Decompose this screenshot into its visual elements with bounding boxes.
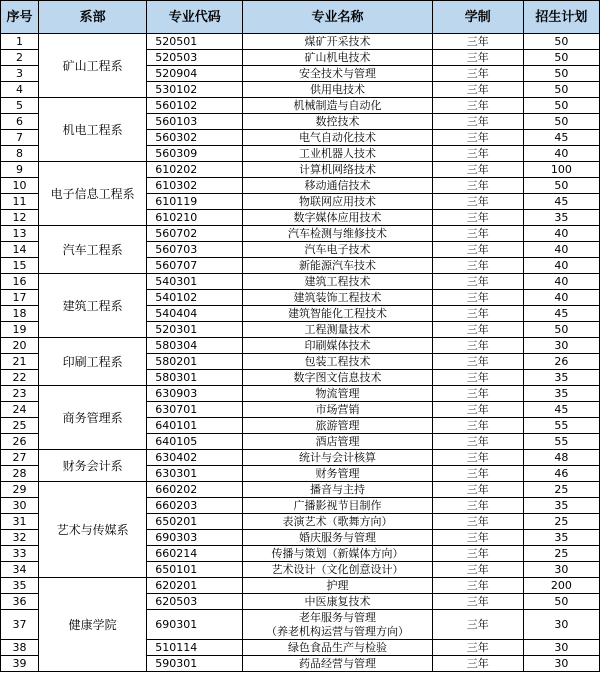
cell-department: 财务会计系: [39, 450, 147, 482]
cell-no: 23: [1, 386, 39, 402]
cell-plan: 35: [523, 498, 599, 514]
cell-system: 三年: [432, 66, 523, 82]
table-body: [1, 34, 600, 672]
cell-no: 13: [1, 226, 39, 242]
cell-plan: 50: [523, 66, 599, 82]
cell-system: 三年: [432, 498, 523, 514]
cell-system: 三年: [432, 562, 523, 578]
cell-no: 29: [1, 482, 39, 498]
header-code: 专业代码: [147, 1, 243, 34]
cell-system: 三年: [432, 258, 523, 274]
table-row: [1, 98, 600, 114]
cell-major: 艺术设计（文化创意设计）: [243, 562, 432, 578]
cell-code: 630402: [147, 450, 243, 466]
cell-department: 机电工程系: [39, 98, 147, 162]
cell-major: 煤矿开采技术: [243, 34, 432, 50]
cell-plan: 50: [523, 594, 599, 610]
cell-system: 三年: [432, 322, 523, 338]
cell-plan: 25: [523, 482, 599, 498]
cell-major: 工程测量技术: [243, 322, 432, 338]
table-row: [1, 226, 600, 242]
cell-plan: 40: [523, 274, 599, 290]
cell-code: 560103: [147, 114, 243, 130]
cell-plan: 45: [523, 402, 599, 418]
cell-major: 市场营销: [243, 402, 432, 418]
cell-major: 传播与策划（新媒体方向）: [243, 546, 432, 562]
cell-no: 8: [1, 146, 39, 162]
cell-system: 三年: [432, 386, 523, 402]
cell-code: 520503: [147, 50, 243, 66]
cell-major: 电气自动化技术: [243, 130, 432, 146]
cell-plan: 50: [523, 178, 599, 194]
header-plan: 招生计划: [523, 1, 599, 34]
cell-no: 21: [1, 354, 39, 370]
cell-major: 统计与会计核算: [243, 450, 432, 466]
cell-major: 汽车电子技术: [243, 242, 432, 258]
cell-plan: 40: [523, 258, 599, 274]
cell-department: 印刷工程系: [39, 338, 147, 386]
cell-code: 580304: [147, 338, 243, 354]
cell-no: 12: [1, 210, 39, 226]
cell-major: 计算机网络技术: [243, 162, 432, 178]
cell-no: 1: [1, 34, 39, 50]
cell-department: 艺术与传媒系: [39, 482, 147, 578]
cell-plan: 48: [523, 450, 599, 466]
header-major: 专业名称: [243, 1, 432, 34]
cell-plan: 45: [523, 306, 599, 322]
cell-department: 健康学院: [39, 578, 147, 672]
table-row: [1, 482, 600, 498]
cell-system: 三年: [432, 482, 523, 498]
cell-no: 2: [1, 50, 39, 66]
cell-major: 旅游管理: [243, 418, 432, 434]
cell-plan: 40: [523, 226, 599, 242]
table-row: [1, 274, 600, 290]
cell-code: 560707: [147, 258, 243, 274]
cell-major: 中医康复技术: [243, 594, 432, 610]
cell-major: 老年服务与管理 （养老机构运营与管理方向）: [243, 610, 432, 640]
cell-system: 三年: [432, 338, 523, 354]
cell-plan: 30: [523, 610, 599, 640]
cell-system: 三年: [432, 146, 523, 162]
cell-major: 矿山机电技术: [243, 50, 432, 66]
cell-system: 三年: [432, 178, 523, 194]
cell-plan: 30: [523, 640, 599, 656]
cell-code: 560703: [147, 242, 243, 258]
cell-system: 三年: [432, 130, 523, 146]
cell-major: 供用电技术: [243, 82, 432, 98]
cell-major: 护理: [243, 578, 432, 594]
cell-no: 28: [1, 466, 39, 482]
cell-major: 物联网应用技术: [243, 194, 432, 210]
cell-code: 520501: [147, 34, 243, 50]
cell-code: 580201: [147, 354, 243, 370]
cell-department: 电子信息工程系: [39, 162, 147, 226]
cell-no: 25: [1, 418, 39, 434]
cell-no: 3: [1, 66, 39, 82]
cell-major: 建筑装饰工程技术: [243, 290, 432, 306]
cell-code: 610119: [147, 194, 243, 210]
cell-code: 620503: [147, 594, 243, 610]
cell-code: 580301: [147, 370, 243, 386]
cell-plan: 55: [523, 418, 599, 434]
cell-no: 6: [1, 114, 39, 130]
cell-major: 移动通信技术: [243, 178, 432, 194]
cell-plan: 40: [523, 146, 599, 162]
cell-code: 610210: [147, 210, 243, 226]
cell-major: 财务管理: [243, 466, 432, 482]
header-department: 系部: [39, 1, 147, 34]
cell-no: 19: [1, 322, 39, 338]
cell-major: 印刷媒体技术: [243, 338, 432, 354]
cell-no: 10: [1, 178, 39, 194]
cell-major: 包装工程技术: [243, 354, 432, 370]
cell-code: 540102: [147, 290, 243, 306]
cell-no: 33: [1, 546, 39, 562]
cell-system: 三年: [432, 34, 523, 50]
cell-no: 17: [1, 290, 39, 306]
cell-code: 560309: [147, 146, 243, 162]
cell-system: 三年: [432, 162, 523, 178]
cell-major: 机械制造与自动化: [243, 98, 432, 114]
cell-no: 7: [1, 130, 39, 146]
header-system: 学制: [432, 1, 523, 34]
cell-system: 三年: [432, 82, 523, 98]
cell-plan: 100: [523, 162, 599, 178]
cell-plan: 50: [523, 34, 599, 50]
cell-department: 建筑工程系: [39, 274, 147, 338]
cell-code: 660202: [147, 482, 243, 498]
cell-code: 690301: [147, 610, 243, 640]
cell-code: 540301: [147, 274, 243, 290]
cell-plan: 35: [523, 386, 599, 402]
cell-plan: 26: [523, 354, 599, 370]
cell-code: 560102: [147, 98, 243, 114]
cell-no: 4: [1, 82, 39, 98]
cell-code: 560302: [147, 130, 243, 146]
cell-code: 610202: [147, 162, 243, 178]
cell-major: 汽车检测与维修技术: [243, 226, 432, 242]
cell-system: 三年: [432, 354, 523, 370]
cell-system: 三年: [432, 610, 523, 640]
cell-major: 物流管理: [243, 386, 432, 402]
cell-major: 广播影视节目制作: [243, 498, 432, 514]
cell-code: 660214: [147, 546, 243, 562]
cell-major: 建筑工程技术: [243, 274, 432, 290]
cell-major: 新能源汽车技术: [243, 258, 432, 274]
cell-no: 32: [1, 530, 39, 546]
cell-plan: 40: [523, 242, 599, 258]
cell-code: 630903: [147, 386, 243, 402]
table-row: [1, 450, 600, 466]
cell-system: 三年: [432, 546, 523, 562]
cell-major: 婚庆服务与管理: [243, 530, 432, 546]
cell-system: 三年: [432, 450, 523, 466]
cell-code: 640105: [147, 434, 243, 450]
cell-code: 690303: [147, 530, 243, 546]
cell-department: 商务管理系: [39, 386, 147, 450]
cell-major: 绿色食品生产与检验: [243, 640, 432, 656]
cell-system: 三年: [432, 306, 523, 322]
table-row: [1, 34, 600, 50]
cell-code: 530102: [147, 82, 243, 98]
cell-no: 11: [1, 194, 39, 210]
cell-system: 三年: [432, 402, 523, 418]
cell-system: 三年: [432, 114, 523, 130]
cell-system: 三年: [432, 594, 523, 610]
cell-code: 640101: [147, 418, 243, 434]
cell-no: 14: [1, 242, 39, 258]
cell-plan: 30: [523, 656, 599, 672]
cell-plan: 25: [523, 546, 599, 562]
cell-code: 520301: [147, 322, 243, 338]
cell-system: 三年: [432, 578, 523, 594]
table-row: [1, 578, 600, 594]
cell-major: 工业机器人技术: [243, 146, 432, 162]
cell-major: 表演艺术（歌舞方向）: [243, 514, 432, 530]
cell-code: 630701: [147, 402, 243, 418]
cell-code: 630301: [147, 466, 243, 482]
cell-no: 16: [1, 274, 39, 290]
cell-plan: 50: [523, 82, 599, 98]
cell-system: 三年: [432, 640, 523, 656]
cell-no: 20: [1, 338, 39, 354]
cell-no: 5: [1, 98, 39, 114]
cell-major: 安全技术与管理: [243, 66, 432, 82]
cell-no: 38: [1, 640, 39, 656]
header-no: 序号: [1, 1, 39, 34]
cell-code: 560702: [147, 226, 243, 242]
cell-department: 矿山工程系: [39, 34, 147, 98]
cell-plan: 30: [523, 338, 599, 354]
cell-plan: 50: [523, 322, 599, 338]
cell-no: 35: [1, 578, 39, 594]
table-row: [1, 162, 600, 178]
cell-code: 650201: [147, 514, 243, 530]
cell-plan: 25: [523, 514, 599, 530]
cell-no: 9: [1, 162, 39, 178]
cell-plan: 55: [523, 434, 599, 450]
cell-code: 610302: [147, 178, 243, 194]
cell-system: 三年: [432, 530, 523, 546]
cell-plan: 50: [523, 98, 599, 114]
header-row: [1, 1, 600, 34]
cell-code: 540404: [147, 306, 243, 322]
cell-department: 汽车工程系: [39, 226, 147, 274]
cell-system: 三年: [432, 98, 523, 114]
cell-no: 26: [1, 434, 39, 450]
cell-code: 650101: [147, 562, 243, 578]
cell-code: 510114: [147, 640, 243, 656]
cell-no: 27: [1, 450, 39, 466]
cell-code: 520904: [147, 66, 243, 82]
cell-system: 三年: [432, 242, 523, 258]
cell-major: 数字图文信息技术: [243, 370, 432, 386]
cell-system: 三年: [432, 290, 523, 306]
table-row: [1, 338, 600, 354]
cell-system: 三年: [432, 370, 523, 386]
cell-no: 30: [1, 498, 39, 514]
cell-code: 590301: [147, 656, 243, 672]
cell-system: 三年: [432, 418, 523, 434]
cell-system: 三年: [432, 210, 523, 226]
cell-plan: 40: [523, 290, 599, 306]
cell-plan: 50: [523, 114, 599, 130]
cell-system: 三年: [432, 274, 523, 290]
cell-no: 36: [1, 594, 39, 610]
cell-system: 三年: [432, 514, 523, 530]
cell-no: 31: [1, 514, 39, 530]
cell-major: 数控技术: [243, 114, 432, 130]
cell-plan: 30: [523, 562, 599, 578]
cell-plan: 50: [523, 50, 599, 66]
cell-no: 39: [1, 656, 39, 672]
cell-plan: 35: [523, 370, 599, 386]
cell-system: 三年: [432, 50, 523, 66]
cell-plan: 35: [523, 210, 599, 226]
cell-system: 三年: [432, 226, 523, 242]
cell-major: 酒店管理: [243, 434, 432, 450]
cell-plan: 200: [523, 578, 599, 594]
cell-major: 建筑智能化工程技术: [243, 306, 432, 322]
cell-major: 数字媒体应用技术: [243, 210, 432, 226]
cell-major: 药品经营与管理: [243, 656, 432, 672]
cell-system: 三年: [432, 434, 523, 450]
cell-no: 37: [1, 610, 39, 640]
cell-plan: 46: [523, 466, 599, 482]
cell-no: 18: [1, 306, 39, 322]
cell-code: 620201: [147, 578, 243, 594]
cell-plan: 45: [523, 194, 599, 210]
cell-plan: 45: [523, 130, 599, 146]
cell-no: 24: [1, 402, 39, 418]
cell-no: 22: [1, 370, 39, 386]
cell-no: 15: [1, 258, 39, 274]
cell-system: 三年: [432, 194, 523, 210]
cell-system: 三年: [432, 656, 523, 672]
table-row: [1, 386, 600, 402]
cell-system: 三年: [432, 466, 523, 482]
cell-major: 播音与主持: [243, 482, 432, 498]
cell-code: 660203: [147, 498, 243, 514]
cell-plan: 35: [523, 530, 599, 546]
cell-no: 34: [1, 562, 39, 578]
